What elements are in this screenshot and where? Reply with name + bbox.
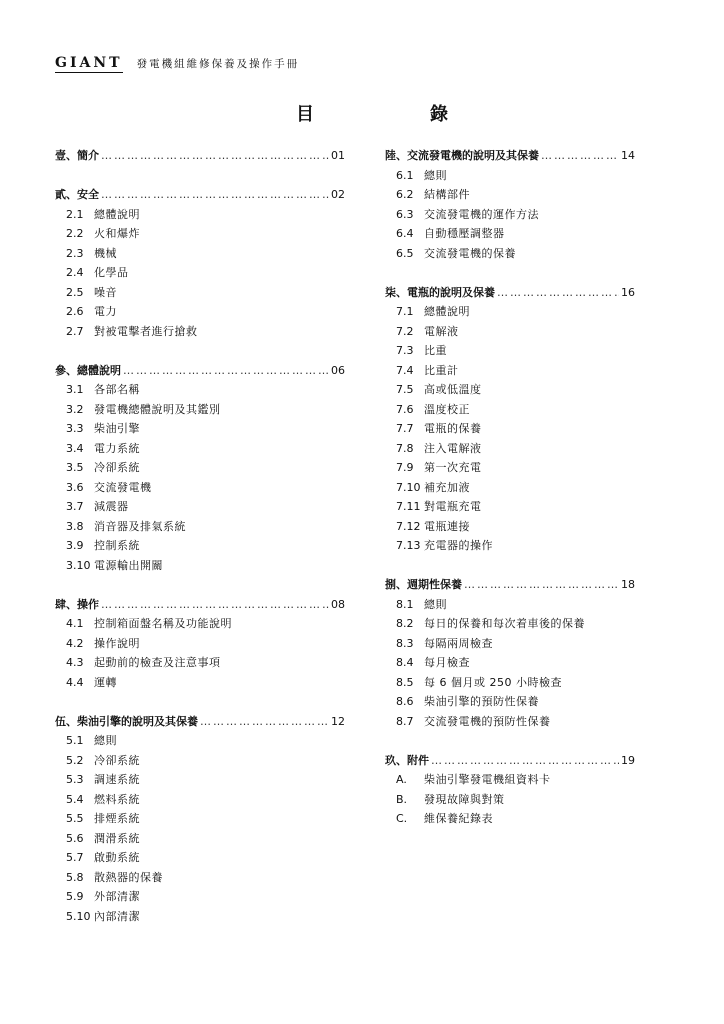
item-text: 注入電解液 xyxy=(424,441,482,455)
toc-item[interactable] xyxy=(55,439,345,459)
item-text: 潤滑系統 xyxy=(94,831,140,845)
item-text: 化學品 xyxy=(94,266,129,279)
item-number: 2.6 xyxy=(66,305,84,318)
item-text: 高或低溫度 xyxy=(424,383,482,396)
item-number: 7.10 xyxy=(396,480,421,494)
toc-item[interactable] xyxy=(385,439,635,459)
toc-section-heading[interactable] xyxy=(385,283,635,303)
item-number: 8.7 xyxy=(396,714,414,728)
item-text: 排煙系統 xyxy=(94,812,140,825)
toc-item[interactable] xyxy=(385,322,635,342)
toc-item[interactable] xyxy=(385,205,635,225)
toc-item[interactable] xyxy=(55,244,345,264)
item-text: 電力 xyxy=(94,305,117,318)
item-text: 起動前的檢查及注意事項 xyxy=(94,656,221,669)
item-text: 運轉 xyxy=(94,675,117,689)
item-number: 6.2 xyxy=(396,188,414,201)
item-text: 總體說明 xyxy=(424,305,470,318)
item-number: 2.4 xyxy=(66,266,84,279)
section-label: 捌、週期性保養 xyxy=(385,578,462,591)
toc-item[interactable] xyxy=(385,244,635,264)
item-text: 柴油引擎發電機組資料卡 xyxy=(424,773,551,786)
item-number: 4.2 xyxy=(66,636,84,650)
toc-section xyxy=(55,146,345,166)
item-number: 7.12 xyxy=(396,519,421,533)
item-number: 8.3 xyxy=(396,636,414,650)
dot-leader xyxy=(464,575,619,595)
item-text: 發現故障與對策 xyxy=(424,792,505,806)
toc-section xyxy=(55,361,345,576)
section-label: 玖、附件 xyxy=(385,753,429,767)
toc-section xyxy=(55,185,345,341)
toc-item[interactable] xyxy=(385,458,635,478)
item-number: 7.1 xyxy=(396,305,414,318)
item-text: 自動穩壓調整器 xyxy=(424,227,505,240)
item-number: A. xyxy=(396,773,407,786)
toc-item[interactable] xyxy=(385,536,635,556)
dot-leader xyxy=(541,146,619,166)
toc-section-heading[interactable] xyxy=(55,712,345,732)
toc-item[interactable] xyxy=(385,614,635,634)
toc-item[interactable] xyxy=(55,751,345,771)
item-number: 8.5 xyxy=(396,675,414,689)
item-number: 8.2 xyxy=(396,617,414,630)
toc-item[interactable] xyxy=(385,224,635,244)
item-number: 2.1 xyxy=(66,207,84,221)
item-number: 3.4 xyxy=(66,441,84,455)
item-text: 總則 xyxy=(424,168,447,182)
section-label: 參、總體說明 xyxy=(55,363,121,377)
toc-item[interactable] xyxy=(55,829,345,849)
item-number: 3.3 xyxy=(66,422,84,435)
toc-left-column xyxy=(55,146,345,946)
dot-leader xyxy=(497,283,619,303)
item-text: 電瓶連接 xyxy=(424,519,470,533)
item-number: 4.1 xyxy=(66,617,84,630)
item-text: 機械 xyxy=(94,246,117,260)
item-number: 7.4 xyxy=(396,363,414,377)
toc-item[interactable] xyxy=(55,517,345,537)
item-number: 5.9 xyxy=(66,890,84,903)
toc-item[interactable] xyxy=(55,400,345,420)
item-text: 電力系統 xyxy=(94,441,140,455)
item-text: 啟動系統 xyxy=(94,851,140,864)
toc-item[interactable] xyxy=(385,790,635,810)
item-number: 3.2 xyxy=(66,402,84,416)
dot-leader xyxy=(200,712,329,732)
item-text: 冷卻系統 xyxy=(94,753,140,767)
item-text: 對電瓶充電 xyxy=(424,500,482,513)
section-page-number: 12 xyxy=(331,714,345,728)
toc-item[interactable] xyxy=(55,653,345,673)
item-number: 2.2 xyxy=(66,227,84,240)
toc-item[interactable] xyxy=(385,478,635,498)
section-page-number: 18 xyxy=(621,578,635,591)
toc-item[interactable] xyxy=(385,380,635,400)
toc-item[interactable] xyxy=(55,322,345,342)
item-number: 7.6 xyxy=(396,402,414,416)
item-number: 6.5 xyxy=(396,246,414,260)
item-text: 每 6 個月或 250 小時檢查 xyxy=(424,675,562,689)
section-label: 柒、電瓶的說明及保養 xyxy=(385,285,495,299)
toc-item[interactable] xyxy=(385,361,635,381)
item-text: 交流發電機 xyxy=(94,480,152,494)
item-text: 維保養紀錄表 xyxy=(424,812,493,825)
item-number: 4.4 xyxy=(66,675,84,689)
toc-item[interactable] xyxy=(55,731,345,751)
toc-item[interactable] xyxy=(385,692,635,712)
item-text: 操作說明 xyxy=(94,636,140,650)
item-number: 3.9 xyxy=(66,539,84,552)
item-text: 總體說明 xyxy=(94,207,140,221)
item-number: 2.3 xyxy=(66,246,84,260)
toc-item[interactable] xyxy=(385,166,635,186)
toc-item[interactable] xyxy=(55,770,345,790)
item-text: 對被電擊者進行搶救 xyxy=(94,324,198,338)
item-text: 比重計 xyxy=(424,363,459,377)
toc-item[interactable] xyxy=(385,712,635,732)
item-number: 5.7 xyxy=(66,851,84,864)
toc-item[interactable] xyxy=(55,887,345,907)
toc-item[interactable] xyxy=(55,809,345,829)
item-text: 充電器的操作 xyxy=(424,539,493,552)
item-number: 7.13 xyxy=(396,539,421,552)
section-page-number: 01 xyxy=(331,149,345,162)
toc-section xyxy=(385,751,635,829)
toc-item[interactable] xyxy=(385,653,635,673)
item-text: 燃料系統 xyxy=(94,792,140,806)
toc-title-right: 錄 xyxy=(430,104,448,125)
item-number: 5.3 xyxy=(66,773,84,786)
section-page-number: 02 xyxy=(331,188,345,201)
toc-item[interactable] xyxy=(385,302,635,322)
item-text: 交流發電機的運作方法 xyxy=(424,207,539,221)
toc-section-heading[interactable] xyxy=(55,361,345,381)
item-number: 7.7 xyxy=(396,422,414,435)
item-text: 控制箱面盤名稱及功能說明 xyxy=(94,617,232,630)
dot-leader xyxy=(123,361,329,381)
toc-section-heading[interactable] xyxy=(55,146,345,166)
dot-leader xyxy=(101,185,329,205)
toc-section-heading[interactable] xyxy=(385,146,635,166)
item-text: 比重 xyxy=(424,344,447,357)
toc-item[interactable] xyxy=(55,907,345,927)
item-number: 3.1 xyxy=(66,383,84,396)
item-number: 3.6 xyxy=(66,480,84,494)
item-text: 總則 xyxy=(424,597,447,611)
item-text: 消音器及排氣系統 xyxy=(94,519,186,533)
section-label: 伍、柴油引擎的說明及其保養 xyxy=(55,714,198,728)
item-number: 7.8 xyxy=(396,441,414,455)
item-text: 交流發電機的保養 xyxy=(424,246,516,260)
section-page-number: 08 xyxy=(331,597,345,611)
toc-item[interactable] xyxy=(385,809,635,829)
toc-item[interactable] xyxy=(55,380,345,400)
toc-item[interactable] xyxy=(385,595,635,615)
toc-item[interactable] xyxy=(55,868,345,888)
item-number: 7.5 xyxy=(396,383,414,396)
item-text: 交流發電機的預防性保養 xyxy=(424,714,551,728)
toc-item[interactable] xyxy=(55,848,345,868)
item-text: 每月檢查 xyxy=(424,656,470,669)
item-number: 8.1 xyxy=(396,597,414,611)
toc-item[interactable] xyxy=(55,283,345,303)
toc-item[interactable] xyxy=(55,419,345,439)
item-number: 5.10 xyxy=(66,909,91,923)
item-number: 6.1 xyxy=(396,168,414,182)
item-text: 結構部件 xyxy=(424,188,470,201)
section-label: 陸、交流發電機的說明及其保養 xyxy=(385,149,539,162)
page-header xyxy=(55,55,299,73)
item-number: B. xyxy=(396,792,408,806)
toc-item[interactable] xyxy=(55,634,345,654)
toc-item[interactable] xyxy=(55,673,345,693)
item-text: 溫度校正 xyxy=(424,402,470,416)
item-text: 總則 xyxy=(94,734,117,747)
item-text: 電瓶的保養 xyxy=(424,422,482,435)
item-text: 發電機總體說明及其鑑別 xyxy=(94,402,221,416)
item-number: 5.6 xyxy=(66,831,84,845)
item-number: 8.6 xyxy=(396,695,414,708)
toc-item[interactable] xyxy=(55,458,345,478)
item-number: 7.3 xyxy=(396,344,414,357)
item-text: 控制系統 xyxy=(94,539,140,552)
item-text: 第一次充電 xyxy=(424,461,482,474)
dot-leader xyxy=(101,146,329,166)
section-label: 肆、操作 xyxy=(55,597,99,611)
item-number: 8.4 xyxy=(396,656,414,669)
toc-section xyxy=(55,595,345,693)
item-number: 3.7 xyxy=(66,500,84,513)
toc-item[interactable] xyxy=(385,673,635,693)
toc-item[interactable] xyxy=(55,790,345,810)
toc-section-heading[interactable] xyxy=(385,575,635,595)
brand-logo: GIANT xyxy=(55,55,123,71)
toc-item[interactable] xyxy=(385,400,635,420)
toc-item[interactable] xyxy=(385,419,635,439)
item-text: 每日的保養和每次着車後的保養 xyxy=(424,617,585,630)
item-text: 冷卻系統 xyxy=(94,461,140,474)
item-text: 內部清潔 xyxy=(94,909,140,923)
item-text: 柴油引擎 xyxy=(94,422,140,435)
item-number: 5.8 xyxy=(66,870,84,884)
section-page-number: 16 xyxy=(621,285,635,299)
item-number: 5.4 xyxy=(66,792,84,806)
item-number: 6.4 xyxy=(396,227,414,240)
section-page-number: 14 xyxy=(621,149,635,162)
item-number: 4.3 xyxy=(66,656,84,669)
toc-item[interactable] xyxy=(55,478,345,498)
item-number: 3.8 xyxy=(66,519,84,533)
item-text: 柴油引擎的預防性保養 xyxy=(424,695,539,708)
item-text: 電源輸出開關 xyxy=(94,558,163,572)
item-number: 7.9 xyxy=(396,461,414,474)
toc-item[interactable] xyxy=(55,497,345,517)
toc-section-heading[interactable] xyxy=(55,185,345,205)
item-number: 2.7 xyxy=(66,324,84,338)
toc-item[interactable] xyxy=(55,536,345,556)
toc-item[interactable] xyxy=(55,556,345,576)
section-label: 貳、安全 xyxy=(55,188,99,201)
item-number: 2.5 xyxy=(66,285,84,299)
toc-item[interactable] xyxy=(55,614,345,634)
manual-subtitle: 發電機組維修保養及操作手冊 xyxy=(136,58,300,70)
item-number: 5.1 xyxy=(66,734,84,747)
toc-item[interactable] xyxy=(385,185,635,205)
item-text: 電解液 xyxy=(424,324,459,338)
toc-section-heading[interactable] xyxy=(55,595,345,615)
toc-item[interactable] xyxy=(385,517,635,537)
dot-leader xyxy=(431,751,619,771)
toc-section-heading[interactable] xyxy=(385,751,635,771)
section-label: 壹、簡介 xyxy=(55,149,99,162)
item-number: 6.3 xyxy=(396,207,414,221)
section-page-number: 19 xyxy=(621,753,635,767)
toc-section xyxy=(385,575,635,731)
item-number: 7.11 xyxy=(396,500,421,513)
item-text: 散熱器的保養 xyxy=(94,870,163,884)
item-text: 各部名稱 xyxy=(94,383,140,396)
item-number: 7.2 xyxy=(396,324,414,338)
toc-section xyxy=(55,712,345,927)
item-text: 調速系統 xyxy=(94,773,140,786)
toc-item[interactable] xyxy=(55,302,345,322)
item-number: 3.10 xyxy=(66,558,91,572)
item-number: 3.5 xyxy=(66,461,84,474)
toc-right-column xyxy=(385,146,635,848)
item-text: 減震器 xyxy=(94,500,129,513)
toc-item[interactable] xyxy=(385,497,635,517)
toc-item[interactable] xyxy=(55,205,345,225)
dot-leader xyxy=(101,595,329,615)
item-text: 噪音 xyxy=(94,285,117,299)
item-number: 5.2 xyxy=(66,753,84,767)
item-number: 5.5 xyxy=(66,812,84,825)
toc-item[interactable] xyxy=(55,224,345,244)
toc-section xyxy=(385,146,635,263)
item-text: 補充加液 xyxy=(424,480,470,494)
toc-item[interactable] xyxy=(385,634,635,654)
item-text: 火和爆炸 xyxy=(94,227,140,240)
section-page-number: 06 xyxy=(331,363,345,377)
toc-item[interactable] xyxy=(385,770,635,790)
toc-section xyxy=(385,283,635,556)
item-text: 外部清潔 xyxy=(94,890,140,903)
item-text: 每隔兩周檢查 xyxy=(424,636,493,650)
item-number: C. xyxy=(396,812,408,825)
toc-item[interactable] xyxy=(385,341,635,361)
toc-title-left: 目 xyxy=(296,104,314,125)
toc-item[interactable] xyxy=(55,263,345,283)
